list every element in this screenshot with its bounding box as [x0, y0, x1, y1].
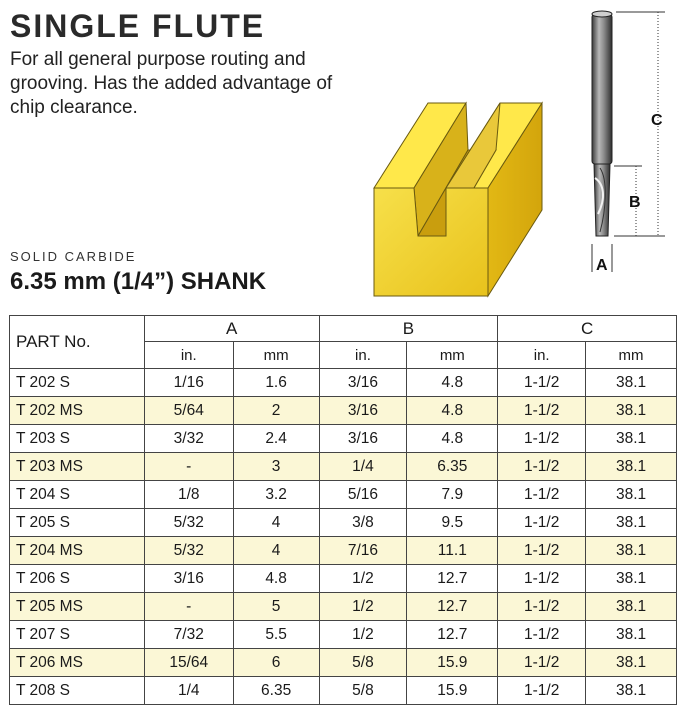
b-mm-cell: 6.35 [407, 453, 498, 481]
b-mm-cell: 12.7 [407, 565, 498, 593]
c-mm-cell: 38.1 [586, 537, 677, 565]
a-in-cell: 1/4 [144, 677, 233, 705]
c-in-cell: 1-1/2 [498, 397, 586, 425]
a-mm-cell: 2.4 [233, 425, 319, 453]
part-number-cell: T 202 S [10, 369, 145, 397]
dimension-label-a: A [596, 257, 608, 274]
page-title: SINGLE FLUTE [10, 8, 266, 44]
c-mm-cell: 38.1 [586, 425, 677, 453]
c-mm-cell: 38.1 [586, 621, 677, 649]
b-in-cell: 3/16 [319, 397, 407, 425]
part-number-cell: T 203 S [10, 425, 145, 453]
a-in-cell: 3/32 [144, 425, 233, 453]
part-number-cell: T 204 S [10, 481, 145, 509]
group-header-a: A [144, 316, 319, 342]
a-mm-cell: 2 [233, 397, 319, 425]
unit-header-c-in: in. [498, 342, 586, 369]
part-number-cell: T 207 S [10, 621, 145, 649]
part-number-cell: T 208 S [10, 677, 145, 705]
c-mm-cell: 38.1 [586, 677, 677, 705]
c-mm-cell: 38.1 [586, 481, 677, 509]
c-in-cell: 1-1/2 [498, 621, 586, 649]
a-in-cell: 3/16 [144, 565, 233, 593]
b-in-cell: 1/2 [319, 565, 407, 593]
product-description: For all general purpose routing and grooving. Has the added advantage of chip clearance. [10, 49, 333, 118]
unit-header-b-mm: mm [407, 342, 498, 369]
b-in-cell: 1/2 [319, 593, 407, 621]
c-in-cell: 1-1/2 [498, 481, 586, 509]
unit-header-b-in: in. [319, 342, 407, 369]
b-mm-cell: 4.8 [407, 369, 498, 397]
part-number-cell: T 206 MS [10, 649, 145, 677]
b-mm-cell: 15.9 [407, 677, 498, 705]
a-mm-cell: 4 [233, 537, 319, 565]
c-mm-cell: 38.1 [586, 453, 677, 481]
specification-table [9, 315, 677, 705]
dimension-label-b: B [629, 194, 641, 211]
a-mm-cell: 3 [233, 453, 319, 481]
c-in-cell: 1-1/2 [498, 509, 586, 537]
b-in-cell: 5/8 [319, 649, 407, 677]
b-in-cell: 3/8 [319, 509, 407, 537]
table-row [10, 649, 677, 677]
part-number-cell: T 205 MS [10, 593, 145, 621]
a-in-cell: 7/32 [144, 621, 233, 649]
b-mm-cell: 12.7 [407, 621, 498, 649]
a-in-cell: 15/64 [144, 649, 233, 677]
b-mm-cell: 12.7 [407, 593, 498, 621]
a-mm-cell: 1.6 [233, 369, 319, 397]
a-in-cell: 1/8 [144, 481, 233, 509]
b-mm-cell: 4.8 [407, 397, 498, 425]
shank-size-heading: 6.35 mm (1/4”) SHANK [10, 268, 267, 295]
table-row [10, 621, 677, 649]
b-in-cell: 1/2 [319, 621, 407, 649]
part-number-cell: T 204 MS [10, 537, 145, 565]
b-in-cell: 7/16 [319, 537, 407, 565]
c-in-cell: 1-1/2 [498, 537, 586, 565]
b-in-cell: 3/16 [319, 425, 407, 453]
c-in-cell: 1-1/2 [498, 565, 586, 593]
table-row [10, 425, 677, 453]
c-mm-cell: 38.1 [586, 649, 677, 677]
unit-header-c-mm: mm [586, 342, 677, 369]
table-row [10, 369, 677, 397]
a-mm-cell: 5 [233, 593, 319, 621]
table-row [10, 397, 677, 425]
c-mm-cell: 38.1 [586, 593, 677, 621]
part-number-cell: T 203 MS [10, 453, 145, 481]
table-row [10, 481, 677, 509]
c-in-cell: 1-1/2 [498, 453, 586, 481]
c-mm-cell: 38.1 [586, 369, 677, 397]
group-header-b: B [319, 316, 498, 342]
c-in-cell: 1-1/2 [498, 649, 586, 677]
router-bit-illustration [360, 0, 690, 300]
unit-header-a-mm: mm [233, 342, 319, 369]
part-number-cell: T 206 S [10, 565, 145, 593]
table-row [10, 537, 677, 565]
a-in-cell: 5/32 [144, 537, 233, 565]
b-mm-cell: 11.1 [407, 537, 498, 565]
b-mm-cell: 7.9 [407, 481, 498, 509]
table-row [10, 565, 677, 593]
c-in-cell: 1-1/2 [498, 369, 586, 397]
b-in-cell: 1/4 [319, 453, 407, 481]
material-label: SOLID CARBIDE [10, 249, 137, 264]
c-in-cell: 1-1/2 [498, 425, 586, 453]
a-in-cell: 5/32 [144, 509, 233, 537]
c-in-cell: 1-1/2 [498, 677, 586, 705]
group-header-c: C [498, 316, 677, 342]
table-row [10, 593, 677, 621]
part-number-cell: T 205 S [10, 509, 145, 537]
a-mm-cell: 4.8 [233, 565, 319, 593]
c-mm-cell: 38.1 [586, 397, 677, 425]
b-mm-cell: 4.8 [407, 425, 498, 453]
part-number-header: PART No. [10, 316, 145, 369]
unit-header-a-in: in. [144, 342, 233, 369]
table-row [10, 677, 677, 705]
grooved-wood-block [374, 103, 542, 296]
a-mm-cell: 4 [233, 509, 319, 537]
table-row [10, 509, 677, 537]
a-mm-cell: 5.5 [233, 621, 319, 649]
a-in-cell: 5/64 [144, 397, 233, 425]
b-in-cell: 3/16 [319, 369, 407, 397]
b-mm-cell: 15.9 [407, 649, 498, 677]
a-mm-cell: 3.2 [233, 481, 319, 509]
a-in-cell: - [144, 593, 233, 621]
a-in-cell: - [144, 453, 233, 481]
dimension-label-c: C [651, 112, 663, 129]
c-mm-cell: 38.1 [586, 565, 677, 593]
router-bit [592, 11, 612, 236]
b-mm-cell: 9.5 [407, 509, 498, 537]
a-mm-cell: 6 [233, 649, 319, 677]
part-number-cell: T 202 MS [10, 397, 145, 425]
c-in-cell: 1-1/2 [498, 593, 586, 621]
b-in-cell: 5/8 [319, 677, 407, 705]
a-mm-cell: 6.35 [233, 677, 319, 705]
a-in-cell: 1/16 [144, 369, 233, 397]
c-mm-cell: 38.1 [586, 509, 677, 537]
b-in-cell: 5/16 [319, 481, 407, 509]
table-row [10, 453, 677, 481]
